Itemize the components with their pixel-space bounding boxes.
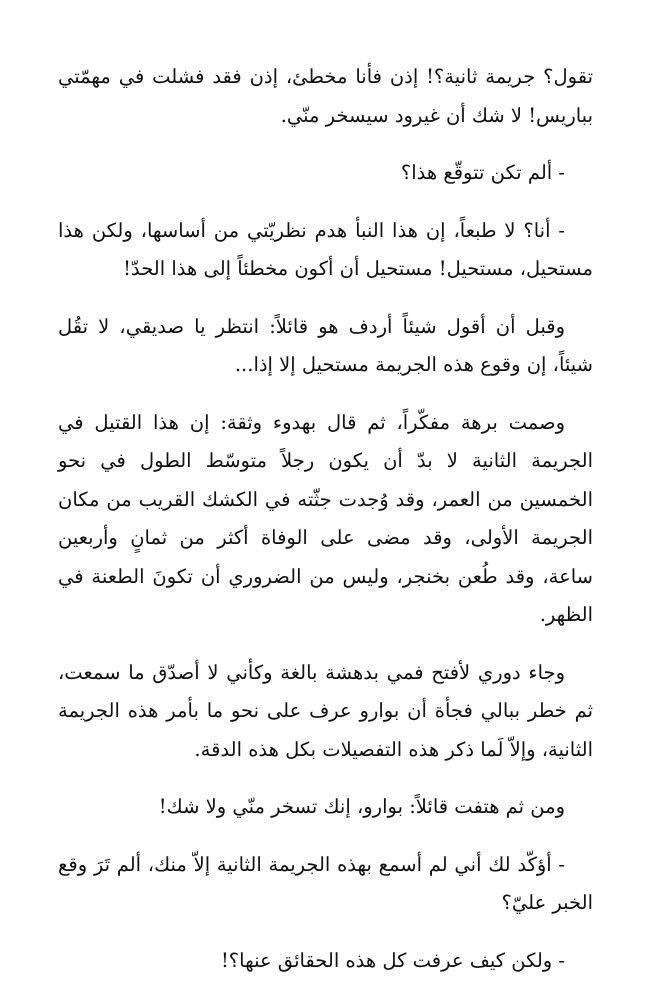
paragraph-3: - أنا؟ لا طبعاً، إن هذا النبأ هدم نظريّتي من أساسها، ولكن هذا مستحيل، مستحيل! مستحيل أن أكون مخطئاً إلى هذا الحدّ! bbox=[58, 218, 593, 280]
paragraph-1: تقول؟ جريمة ثانية؟! إذن فأنا مخطئ، إذن فقد فشلت في مهمّتي بباريس! لا شك أن غيرود سيسخر منّي. bbox=[58, 65, 593, 127]
paragraph-4: وقبل أن أقول شيئاً أردف هو قائلاً: انتظر يا صديقي، لا تقُل شيئاً، إن وقوع هذه الجريمة مستحيل إلا إذا... bbox=[58, 314, 593, 376]
paragraph-8: - أؤكّد لك أني لم أسمع بهذه الجريمة الثانية إلاّ منك، ألم تَرَ وقع الخبر عليّ؟ bbox=[58, 852, 593, 914]
paragraph-2: - ألم تكن تتوقّع هذا؟ bbox=[400, 161, 565, 184]
paragraph-6: وجاء دوري لأفتح فمي بدهشة بالغة وكأني لا أصدّق ما سمعت، ثم خطر ببالي فجأة أن بوارو عرف على نحو ما بأمر هذه الجريمة الثانية، وإلاّ لَما ذكر هذه التفصيلات بكل هذه الدقة. bbox=[58, 660, 593, 761]
paragraph-9: - ولكن كيف عرفت كل هذه الحقائق عنها؟! bbox=[220, 948, 565, 972]
paragraph-7: ومن ثم هتفت قائلاً: بوارو، إنك تسخر منّي ولا شك! bbox=[158, 795, 565, 818]
paragraph-5: وصمت برهة مفكّراً، ثم قال بهدوء وثقة: إن هذا القتيل في الجريمة الثانية لا بدّ أن يكون رجلاً متوسّط الطول في نحو الخمسين من العمر، وقد وُجدت جثّته في الكشك القريب من مكان الجريمة الأولى، وقد مضى على الوفاة أكثر من ثمانٍ وأربعين ساعة، وقد طُعن بخنجر، وليس من الضروري أن تكونَ الطعنة في الظهر. bbox=[58, 410, 593, 626]
